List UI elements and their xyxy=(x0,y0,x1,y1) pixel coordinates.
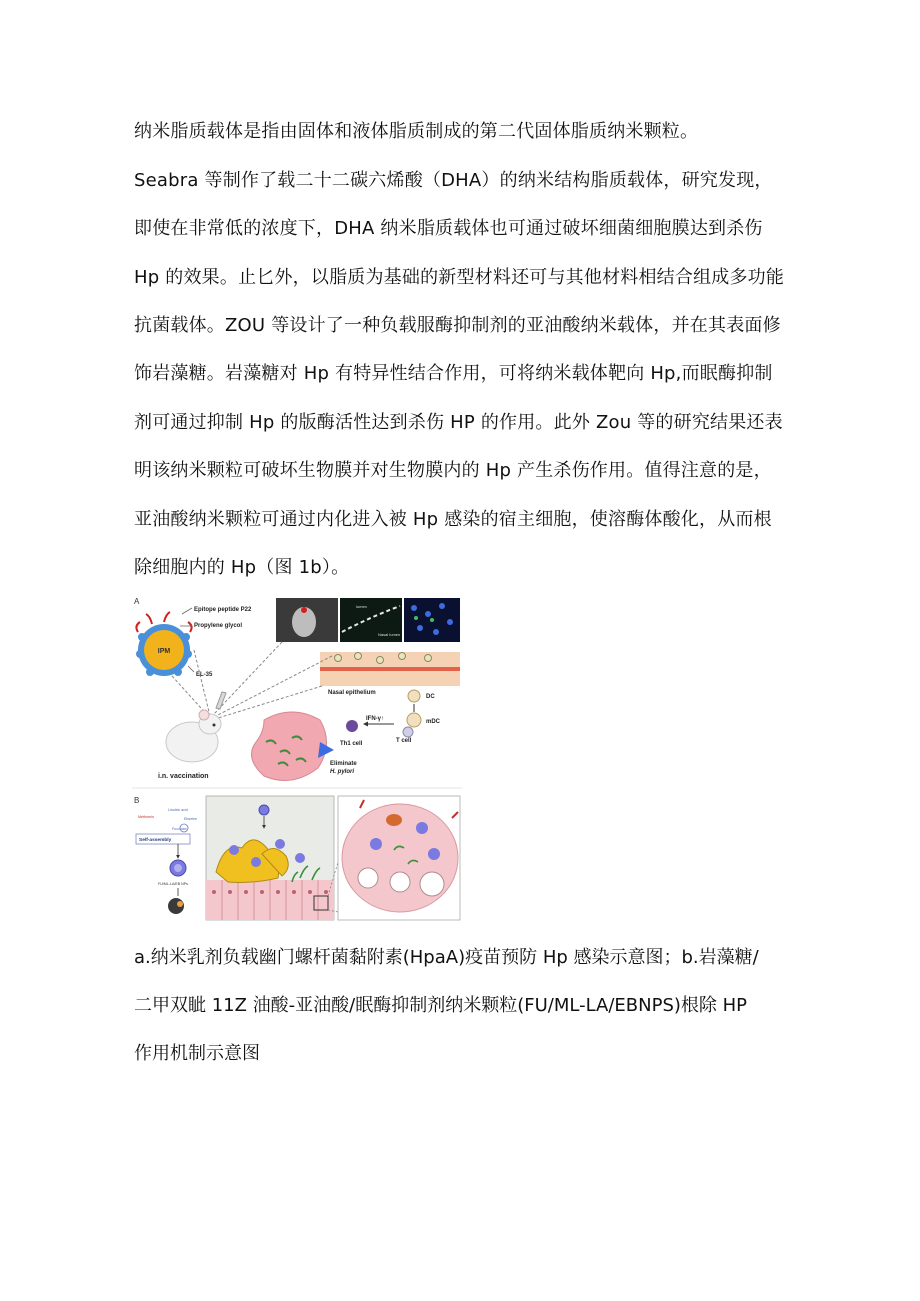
label-t-cell: T cell xyxy=(396,738,412,744)
paragraph-line: 除细胞内的 Hp（图 1b）。 xyxy=(134,557,350,578)
caption-line: 二甲双眦 11Z 油酸-亚油酸/眠酶抑制剂纳米颗粒(FU/ML-LA/EBNPS)根除 HP xyxy=(134,995,748,1016)
label-el35: EL-35 xyxy=(196,672,213,678)
label-nasal-lumen: Nasal lumen xyxy=(378,632,401,637)
caption-line: 作用机制示意图 xyxy=(134,1043,260,1064)
label-linoleic: Linoleic acid xyxy=(168,808,188,812)
paragraph-line: 亚油酸纳米颗粒可通过内化进入被 Hp 感染的宿主细胞，使溶酶体酸化，从而根 xyxy=(134,509,772,530)
label-self-assembly: Self-assembly xyxy=(139,838,172,843)
paragraph-line: 明该纳米颗粒可破坏生物膜并对生物膜内的 Hp 产生杀伤作用。值得注意的是， xyxy=(134,460,772,481)
paragraph-line: Seabra 等制作了载二十二碳六烯酸（DHA）的纳米结构脂质载体，研究发现， xyxy=(134,170,773,191)
label-nasal-epithelium: Nasal epithelium xyxy=(328,690,376,696)
t-cell xyxy=(403,727,413,737)
panel-a xyxy=(134,597,460,781)
label-vaccination: i.n. vaccination xyxy=(158,773,209,780)
label-th1-cell: Th1 cell xyxy=(340,741,363,747)
synthesis-scheme xyxy=(136,808,197,914)
lysosome xyxy=(358,868,378,888)
paragraph-line: 饰岩藻糖。岩藻糖对 Hp 有特异性结合作用，可将纳米载体靶向 Hp,而眠酶抑制 xyxy=(134,363,773,384)
th1-cell xyxy=(346,720,358,732)
paragraph-line: Hp 的效果。止匕外，以脂质为基础的新型材料还可与其他材料相结合组成多功能 xyxy=(134,267,785,288)
dashed-rays xyxy=(172,642,332,718)
paragraph-line: 纳米脂质载体是指由固体和液体脂质制成的第二代固体脂质纳米颗粒。 xyxy=(134,121,699,142)
panel-b xyxy=(134,796,460,920)
pipette-icon xyxy=(216,692,226,709)
label-h-pylori: H. pylori xyxy=(330,769,355,775)
label-eliminate: Eliminate xyxy=(330,761,357,767)
label-ebselen: Ebselen xyxy=(184,817,197,821)
ipm-particle xyxy=(136,612,192,676)
label-dc: DC xyxy=(426,694,435,700)
mdc-cell xyxy=(407,713,421,727)
ipm-label: IPM xyxy=(157,648,171,655)
paragraph-line: 抗菌载体。ZOU 等设计了一种负载服酶抑制剂的亚油酸纳米载体，并在其表面修 xyxy=(134,315,781,336)
label-epitope: Epitope peptide P22 xyxy=(194,607,252,613)
stomach xyxy=(252,712,327,781)
dc-cell xyxy=(408,690,420,702)
label-lumen: lumen xyxy=(356,604,367,609)
panel-a-letter: A xyxy=(134,597,140,606)
paragraph-line: 剂可通过抑制 Hp 的版酶活性达到杀伤 HP 的作用。此外 Zou 等的研究结果还表 xyxy=(134,412,783,433)
panel-b-letter: B xyxy=(134,796,140,805)
label-metformin: Metformin xyxy=(138,815,154,819)
figure-1 xyxy=(132,592,462,924)
figure-illustration xyxy=(132,592,462,924)
nucleus xyxy=(386,814,402,826)
label-propylene: Propylene glycol xyxy=(194,623,243,629)
label-mdc: mDC xyxy=(426,719,441,725)
infected-cell-scene xyxy=(338,796,460,920)
label-nps: FU/ML-LA/EB NPs xyxy=(158,882,188,886)
caption-line: a.纳米乳剂负载幽门螺杆菌黏附素(HpaA)疫苗预防 Hp 感染示意图；b.岩藻糖/ xyxy=(134,947,759,968)
label-fucoidan: Fucoidan xyxy=(172,827,187,831)
paragraph-line: 即使在非常低的浓度下，DHA 纳米脂质载体也可通过破坏细菌细胞膜达到杀伤 xyxy=(134,218,763,239)
label-ifn: IFN-γ↑ xyxy=(366,716,384,722)
biofilm-scene xyxy=(206,796,338,920)
